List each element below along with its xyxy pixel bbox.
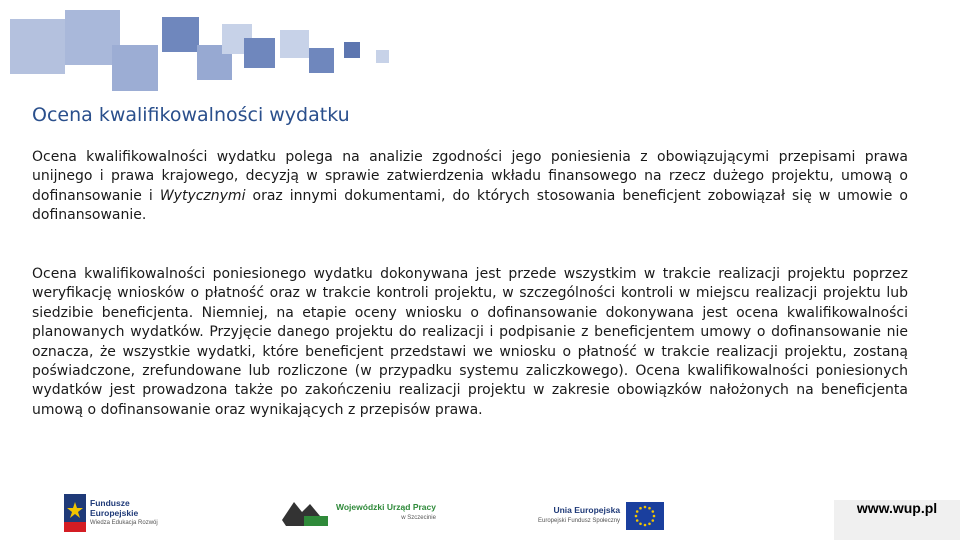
paragraph-1-text-b: oraz innymi dokumentami, do których stosowania beneficjent zobowiązał się w umowie o dofinansowanie.	[32, 187, 908, 224]
square	[309, 48, 334, 73]
footer-url[interactable]: www.wup.pl	[834, 500, 960, 540]
wup-name: Wojewódzki Urząd Pracy	[336, 502, 436, 512]
paragraph-1-text-a: polega na analizie zgodności jego poniesienia z obowiązującymi przepisami prawa unijnego i prawa krajowego, decyzją w sprawie zatwierdzenia wkładu finansowego na rzecz dużego projektu, umową o dofinansowanie i	[32, 149, 908, 204]
paragraph-2: Ocena kwalifikowalności poniesionego wydatku dokonywana jest przede wszystkim w trakcie realizacji projektu poprzez weryfikację wniosków o płatność oraz w trakcie kontroli projektu, w szczególności kontroli w miejscu realizacji projektu lub siedzibie beneficjenta. Niemniej, na etapie oceny wniosku o dofinansowanie dokonywana jest ocena kwalifikowalności planowanych wydatków. Przyjęcie danego projektu do realizacji i podpisanie z beneficjentem umowy o dofinansowanie nie oznacza, że wszystkie wydatki, które beneficjent przedstawi we wniosku o płatność w trakcie realizacji projektu, zostaną poświadczone, zrefundowane lub rozliczone (w przypadku systemu zaliczkowego). Ocena kwalifikowalności poniesionych wydatków jest prowadzona także po zakończeniu realizacji projektu w zakresie obowiązków nałożonych na beneficjenta umową o dofinansowanie oraz wynikających z przepisów prawa.	[32, 266, 908, 418]
ue-subtitle: Europejski Fundusz Społeczny	[538, 518, 621, 524]
page-title: Ocena kwalifikowalności wydatku	[32, 104, 350, 126]
unia-europejska-logo	[538, 502, 664, 530]
paragraph-1-emphasis: Wytycznymi	[159, 187, 246, 204]
square	[162, 17, 199, 52]
fundusze-europejskie-logo	[64, 494, 158, 532]
square	[376, 50, 389, 63]
square	[244, 38, 275, 68]
paragraph-1-lead: Ocena kwalifikowalności wydatku	[32, 149, 276, 165]
fe-line-2: Europejskie	[90, 508, 139, 518]
square	[344, 42, 360, 58]
wup-map-icon	[280, 498, 330, 528]
paragraph-1	[32, 148, 908, 226]
square	[112, 45, 158, 91]
wup-logo	[280, 498, 436, 528]
square	[280, 30, 309, 58]
fe-star-icon	[64, 494, 86, 532]
footer-logos	[0, 490, 960, 540]
wup-subtitle: w Szczecinie	[401, 515, 436, 521]
fe-line-1: Fundusze	[90, 498, 130, 508]
ue-name: Unia Europejska	[553, 505, 621, 515]
eu-flag-icon	[626, 502, 664, 530]
fe-subtitle: Wiedza Edukacja Rozwój	[90, 520, 158, 526]
square	[10, 19, 65, 74]
